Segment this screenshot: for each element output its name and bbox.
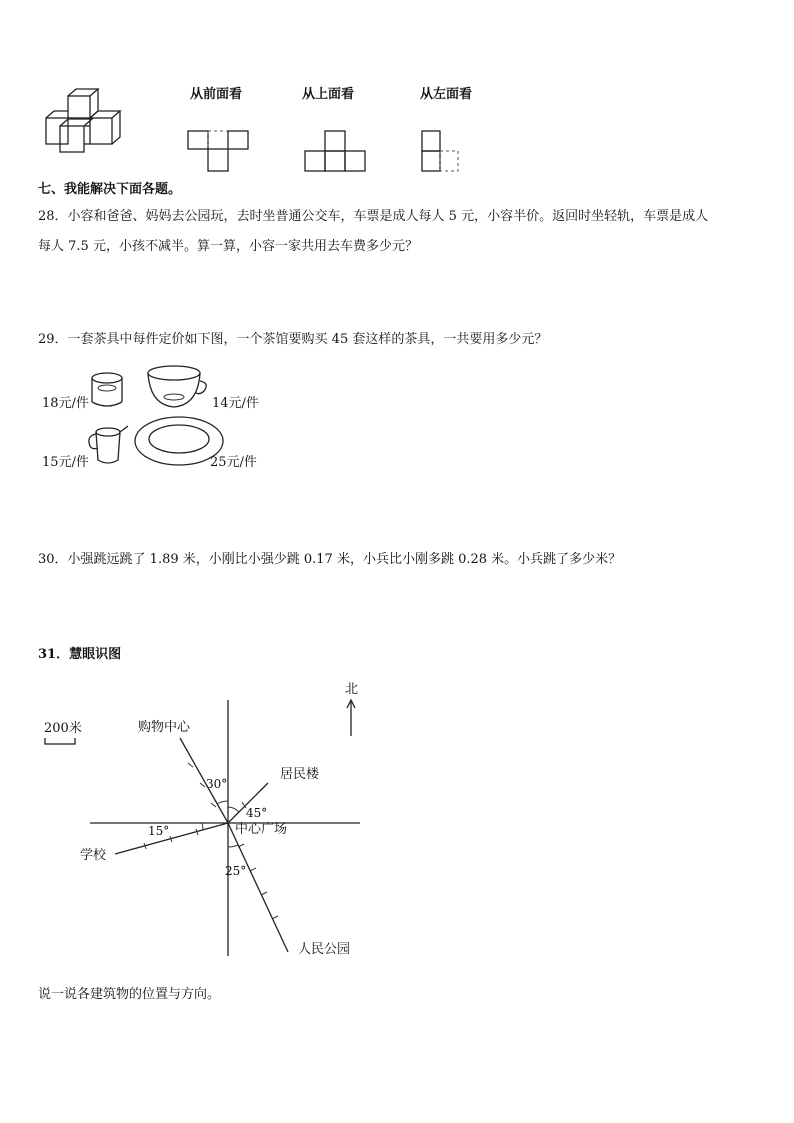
- scale-label: 200米: [44, 721, 82, 736]
- q30-text: 30．小强跳远跳了 1.89 米，小刚比小强少跳 0.17 米，小兵比小刚多跳 0.28 米。小兵跳了多少米？: [38, 552, 622, 567]
- front-view-figure: [188, 128, 258, 176]
- pot-price: 15元/件: [42, 455, 89, 470]
- north-label: 北: [345, 682, 359, 697]
- bowl-price: 14元/件: [212, 396, 259, 411]
- cup-icon: [91, 372, 127, 412]
- school-label: 学校: [80, 848, 107, 863]
- left-view-label: 从左面看: [420, 87, 473, 102]
- left-view-figure: [420, 128, 470, 176]
- top-view-figure: [303, 128, 373, 176]
- park-label: 人民公园: [298, 942, 351, 957]
- cup-price: 18元/件: [42, 396, 89, 411]
- cube-stack-figure: [40, 86, 130, 156]
- front-view-label: 从前面看: [190, 87, 243, 102]
- plate-price: 25元/件: [210, 455, 257, 470]
- direction-map: [0, 670, 400, 970]
- section-heading: 七、我能解决下面各题。: [38, 182, 182, 197]
- q28-line2: 每人 7.5 元，小孩不减半。算一算，小容一家共用去车费多少元？: [38, 239, 418, 254]
- angle-15: 15°: [148, 824, 170, 838]
- angle-25: 25°: [225, 864, 247, 878]
- shopping-center-label: 购物中心: [138, 720, 191, 735]
- residential-label: 居民楼: [280, 767, 320, 782]
- center-square-label: 中心广场: [235, 822, 288, 837]
- top-view-label: 从上面看: [302, 87, 355, 102]
- q29-text: 29．一套茶具中每件定价如下图，一个茶馆要购买 45 套这样的茶具，一共要用多少元？: [38, 332, 548, 347]
- q31-title: 31．慧眼识图: [38, 647, 122, 662]
- q31-footer: 说一说各建筑物的位置与方向。: [38, 987, 221, 1002]
- angle-45: 45°: [246, 806, 268, 820]
- bowl-icon: [146, 365, 210, 415]
- teapot-icon: [86, 424, 130, 468]
- q28-line1: 28．小容和爸爸、妈妈去公园玩，去时坐普通公交车，车票是成人每人 5 元，小容半价。返回时坐轻轨，车票是成人: [38, 209, 709, 224]
- angle-30: 30°: [206, 777, 228, 791]
